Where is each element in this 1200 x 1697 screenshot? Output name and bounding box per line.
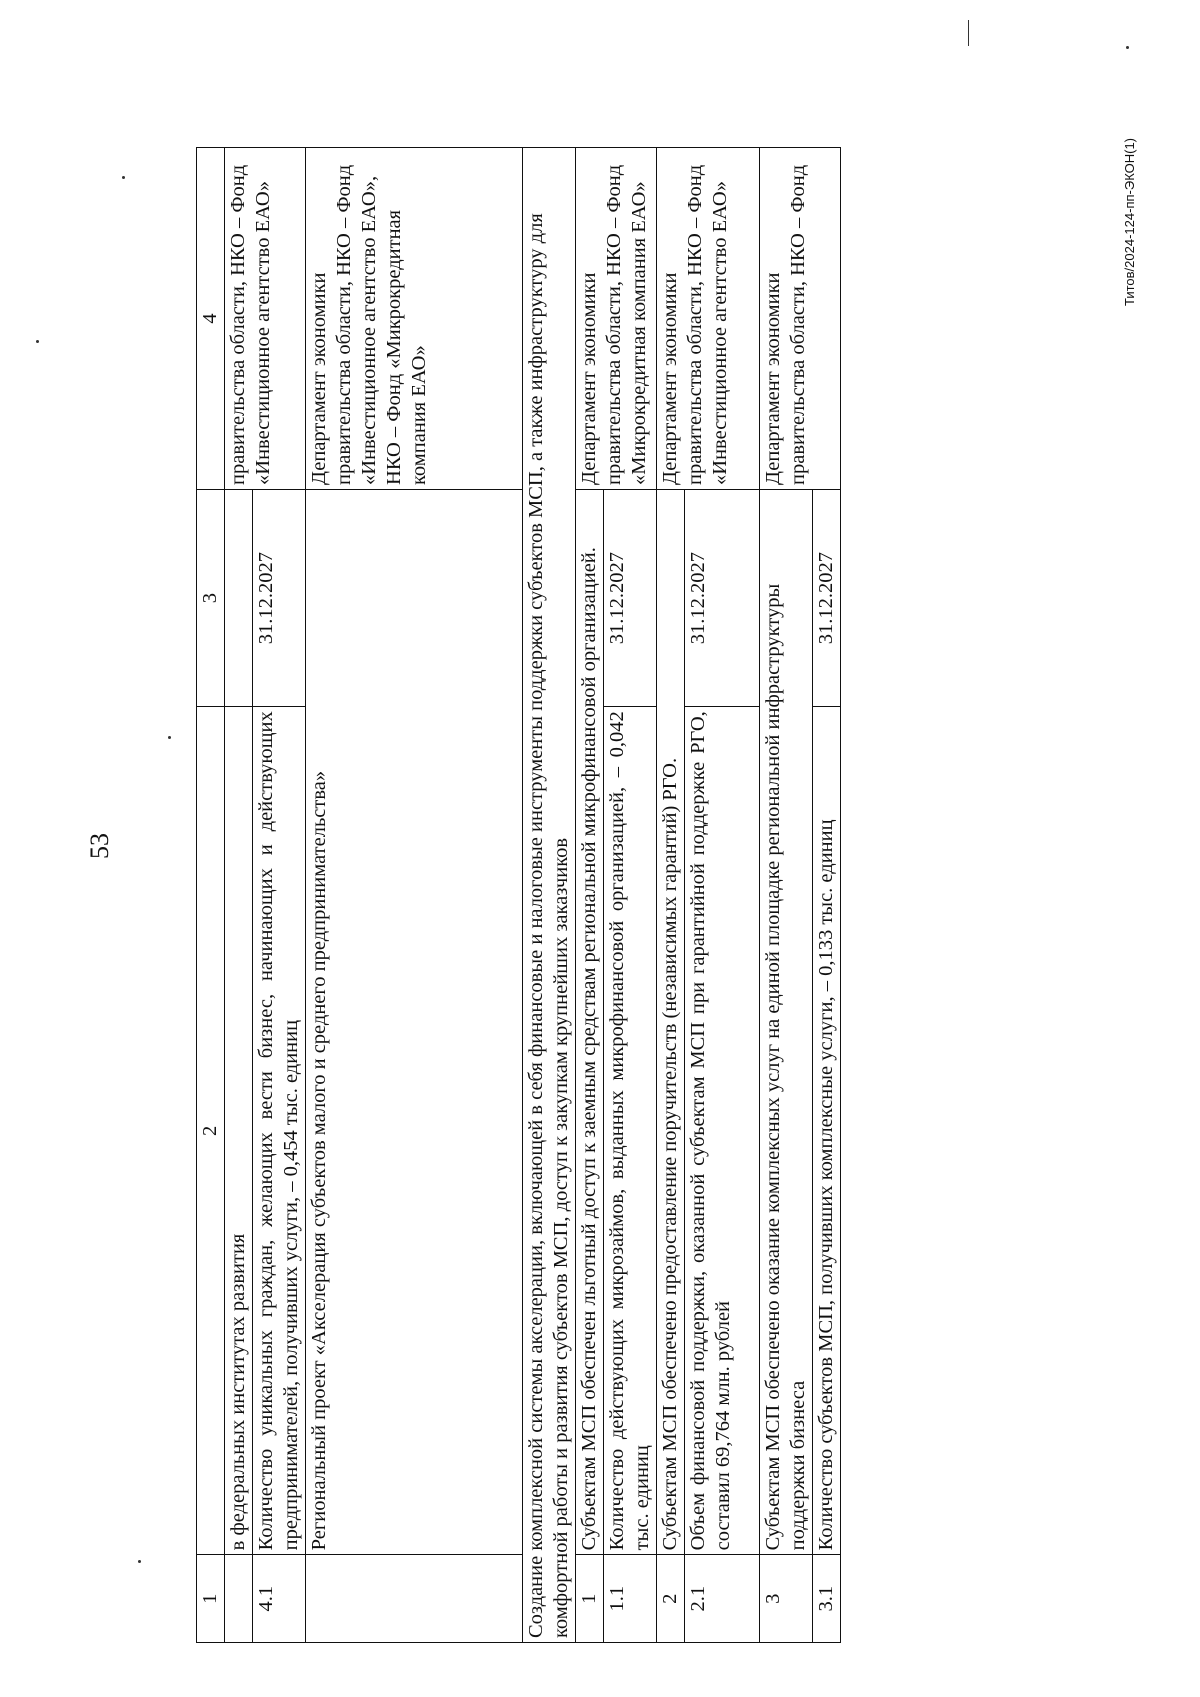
cell-num: 2 <box>657 1555 685 1643</box>
cell-date: 31.12.2027 <box>253 489 306 706</box>
document-code-stamp: Титов/2024-124-пп-ЭКОН(1) <box>1122 137 1137 307</box>
cell-text: Количество субъектов МСП, получивших комплексные услуги, – 0,133 тыс. единиц <box>813 707 841 1555</box>
header-col-3: 3 <box>197 489 225 706</box>
cell-num: 4.1 <box>253 1555 306 1643</box>
header-col-1: 1 <box>197 1555 225 1643</box>
task-text: Субъектам МСП обеспечен льготный доступ к заемным средствам региональной микрофинансовой организацией. <box>576 489 604 1554</box>
table-row <box>523 148 576 1643</box>
cell-num: 3 <box>760 1555 813 1643</box>
cell-responsible: Департамент экономики правительства области, НКО – Фонд «Инвестиционное агентство ЕАО», НКО – Фонд «Микрокредитная компания ЕАО» <box>306 148 523 490</box>
cell-num <box>306 1555 523 1643</box>
cell-num: 1.1 <box>604 1555 657 1643</box>
cell-num: 3.1 <box>813 1555 841 1643</box>
cell-date <box>225 489 253 706</box>
measures-table <box>196 147 841 1643</box>
cell-text: в федеральных институтах развития <box>225 707 253 1555</box>
cell-responsible: Департамент экономики правительства области, НКО – Фонд «Микрокредитная компания ЕАО» <box>576 148 657 490</box>
cell-date: 31.12.2027 <box>685 489 760 706</box>
scan-speck <box>122 176 125 179</box>
cell-text: Количество уникальных граждан, желающих вести бизнес, начинающих и действующих предпринимателей, получивших услуги, – 0,454 тыс. единиц <box>253 707 306 1555</box>
task-text: Субъектам МСП обеспечено оказание комплексных услуг на единой площадке региональной инфраструктуры поддержки бизнеса <box>760 489 813 1554</box>
page-number: 53 <box>85 833 114 859</box>
cell-text: Объем финансовой поддержки, оказанной субъектам МСП при гарантийной поддержке РГО, составил 69,764 млн. рублей <box>685 707 760 1555</box>
regional-project-title: Региональный проект «Акселерация субъектов малого и среднего предпринимательства» <box>306 489 523 1554</box>
task-text: Субъектам МСП обеспечено предоставление поручительств (независимых гарантий) РГО. <box>657 489 685 1554</box>
cell-date: 31.12.2027 <box>604 489 657 706</box>
cell-responsible: правительства области, НКО – Фонд «Инвестиционное агентство ЕАО» <box>225 148 306 490</box>
cell-date: 31.12.2027 <box>813 489 841 706</box>
scan-speck <box>138 1560 141 1563</box>
cell-responsible: Департамент экономики правительства области, НКО – Фонд «Инвестиционное агентство ЕАО» <box>657 148 760 490</box>
table-header-row <box>197 148 225 1643</box>
table-row <box>306 148 523 1643</box>
scan-speck <box>168 736 171 739</box>
rotated-table-container <box>196 147 1056 1643</box>
scan-speck <box>968 20 969 46</box>
header-col-4: 4 <box>197 148 225 490</box>
table-row <box>760 148 813 1643</box>
table-row <box>225 148 253 1643</box>
cell-text: Количество действующих микрозаймов, выданных микрофинансовой организацией, – 0,042 тыс. единиц <box>604 707 657 1555</box>
cell-responsible: Департамент экономики правительства области, НКО – Фонд <box>760 148 841 490</box>
cell-num: 1 <box>576 1555 604 1643</box>
scan-speck <box>36 340 39 343</box>
table-row <box>576 148 604 1643</box>
header-col-2: 2 <box>197 707 225 1555</box>
scan-speck <box>1126 46 1129 49</box>
project-goal: Создание комплексной системы акселерации, включающей в себя финансовые и налоговые инструменты поддержки субъектов МСП, а также инфраструктуру для комфортной работы и развития субъектов МСП, доступ к закупкам крупнейших заказчиков <box>523 148 576 1643</box>
cell-num <box>225 1555 253 1643</box>
table-row <box>657 148 685 1643</box>
cell-num: 2.1 <box>685 1555 760 1643</box>
